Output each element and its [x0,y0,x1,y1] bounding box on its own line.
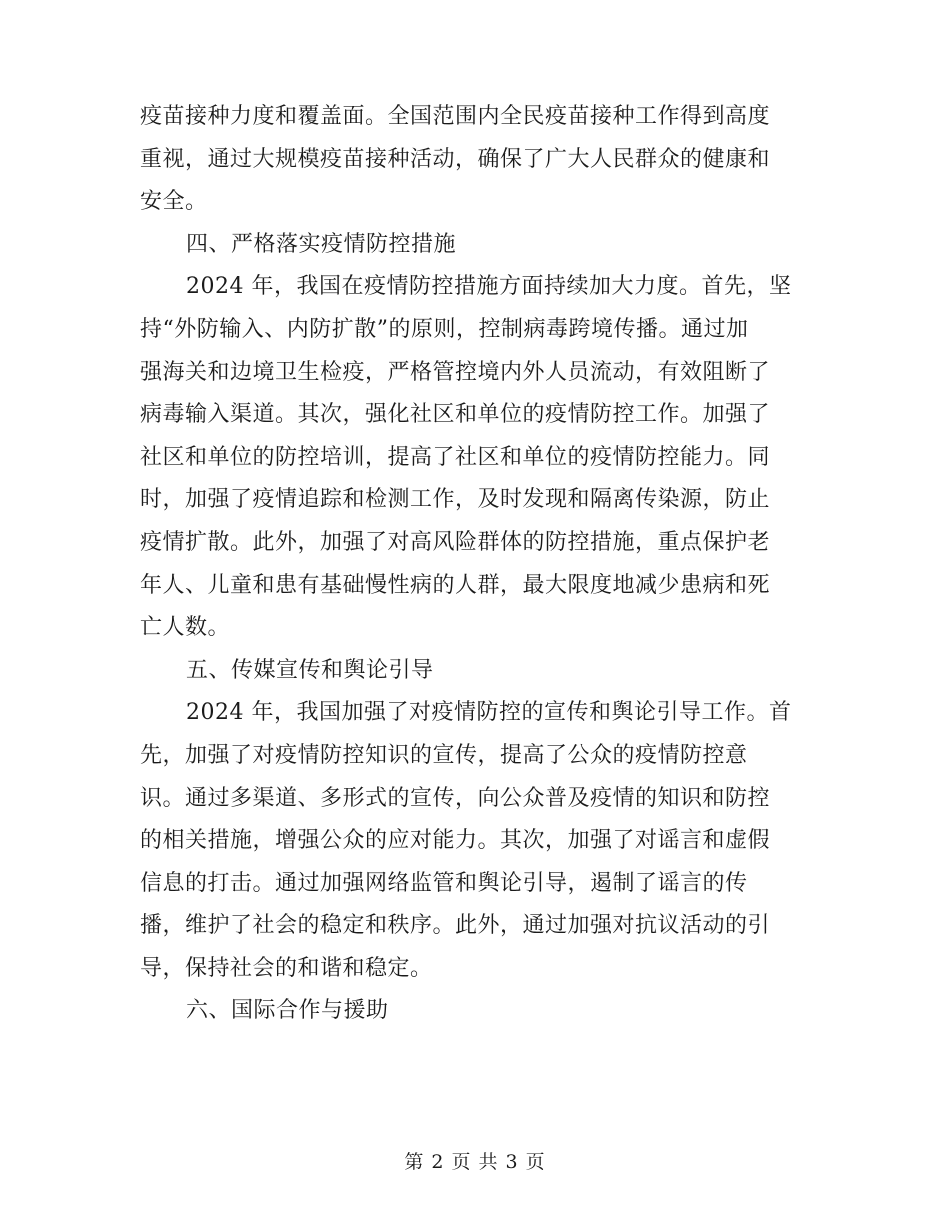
text-line: 重视，通过大规模疫苗接种活动，确保了广大人民群众的健康和 [140,146,771,172]
text-line: 先，加强了对疫情防控知识的宣传，提高了公众的疫情防控意 [140,742,748,768]
text-line: 的相关措施，增强公众的应对能力。其次，加强了对谣言和虚假 [140,828,771,854]
text-line: 强海关和边境卫生检疫，严格管控境内外人员流动，有效阻断了 [140,359,771,385]
text-line: 五、传媒宣传和舆论引导 [186,657,434,683]
text-line: 导，保持社会的和谐和稳定。 [140,955,433,981]
text-line: 识。通过多渠道、多形式的宣传，向公众普及疫情的知识和防控 [140,785,771,811]
document-body [140,96,820,1033]
text-line: 安全。 [140,189,208,215]
text-line: 信息的打击。通过加强网络监管和舆论引导，遏制了谣言的传 [140,870,748,896]
text-line: 2024 年，我国在疫情防控措施方面持续加大力度。首先，坚 [186,274,792,300]
text-line: 持“外防输入、内防扩散”的原则，控制病毒跨境传播。通过加 [140,316,749,342]
text-line: 病毒输入渠道。其次，强化社区和单位的疫情防控工作。加强了 [140,402,771,428]
text-line: 疫苗接种力度和覆盖面。全国范围内全民疫苗接种工作得到高度 [140,104,771,129]
text-line: 疫情扩散。此外，加强了对高风险群体的防控措施，重点保护老 [140,529,771,555]
text-line: 亡人数。 [140,615,231,641]
page-footer: 第 2 页 共 3 页 [404,1151,546,1173]
text-line: 播，维护了社会的稳定和秩序。此外，通过加强对抗议活动的引 [140,913,771,939]
text-line: 六、国际合作与援助 [186,998,389,1024]
text-line: 四、严格落实疫情防控措施 [186,231,457,257]
text-line: 时，加强了疫情追踪和检测工作，及时发现和隔离传染源，防止 [140,487,771,513]
text-line: 社区和单位的防控培训，提高了社区和单位的疫情防控能力。同 [140,444,771,470]
text-line: 年人、儿童和患有基础慢性病的人群，最大限度地减少患病和死 [140,572,771,598]
text-line: 2024 年，我国加强了对疫情防控的宣传和舆论引导工作。首 [186,700,792,726]
